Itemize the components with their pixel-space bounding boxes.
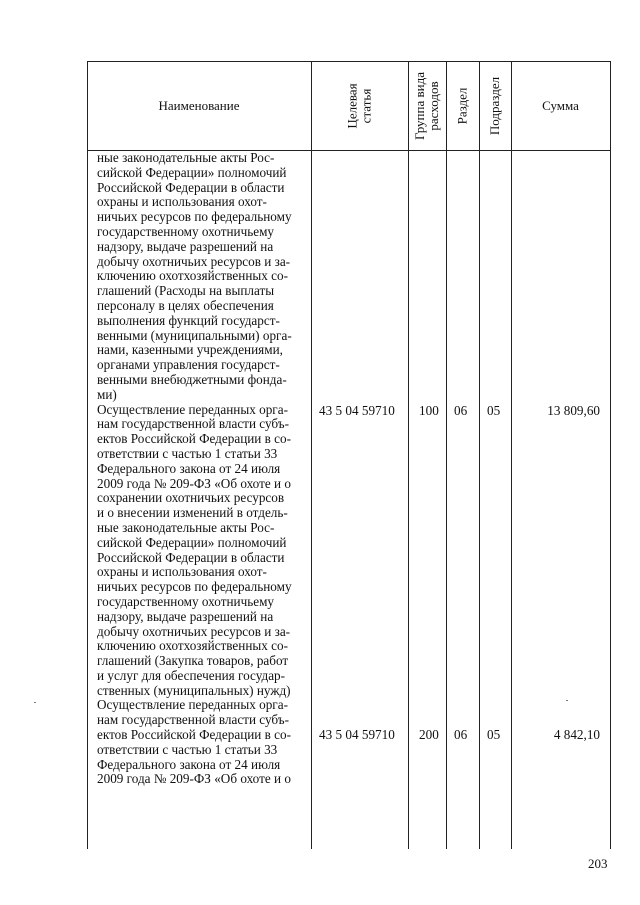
header-section-label: Раздел: [454, 87, 470, 124]
header-subsection-label: Подраздел: [487, 76, 503, 135]
scan-speck: [566, 700, 568, 701]
header-subsection: [479, 61, 511, 150]
row-2-subsection: 05: [487, 727, 501, 742]
column-border: [408, 61, 409, 849]
header-expense-group-label: Группа вида расходов: [412, 71, 442, 140]
row-2-section: 06: [454, 727, 468, 742]
header-section: [446, 61, 479, 150]
row-1-section: 06: [454, 403, 468, 418]
budget-table: [87, 61, 611, 849]
header-target-article: [311, 61, 408, 150]
header-expense-group: [408, 61, 446, 150]
column-border: [446, 61, 447, 849]
column-border: [610, 61, 611, 849]
row-description: ные законодательные акты Рос- сийской Федерации» полномочий Российской Федерации в области охраны и использования охот- ничьих ресурсов по федеральному государственному охотничьему надзору, выдаче разрешений на добычу охотничьих ресурсов и за- ключению охотхозяйственных со- глашений (Расходы на выплаты персоналу в целях обеспечения выполнения функций государст- венными (муниципальными) орга- нами, казенными учреждениями, органами управления государст- венными внебюджетными фонда- ми): [97, 150, 292, 402]
header-target-article-label: Целевая статья: [344, 82, 374, 129]
scan-speck: [34, 702, 36, 703]
column-border: [311, 61, 312, 849]
column-border: [479, 61, 480, 849]
row-1-subsection: 05: [487, 403, 501, 418]
page-number: 203: [588, 856, 608, 871]
name-column: [97, 151, 307, 787]
header-amount: Сумма: [542, 97, 579, 113]
row-1-target-article: 43 5 04 59710: [319, 403, 395, 418]
row-description: Осуществление переданных орга- нам государственной власти субъ- ектов Российской Федерации в со- ответствии с частью 1 статьи 33 Федерального закона от 24 июля 2009 года № 209-ФЗ «Об охоте и о сохранении охотничьих ресурсов и о внесении изменений в отдель- ные законодательные акты Рос- сийской Федерации» полномочий Российской Федерации в области охраны и использования охот- ничьих ресурсов по федеральному государственному охотничьему надзору, выдаче разрешений на добычу охотничьих ресурсов и за- ключению охотхозяйственных со- глашений (Закупка товаров, работ и услуг для обеспечения государ- ственных (муниципальных) нужд): [97, 401, 292, 698]
row-1-amount: 13 809,60: [547, 403, 600, 418]
header-name: Наименование: [158, 97, 240, 113]
row-description: Осуществление переданных орга- нам государственной власти субъ- ектов Российской Федерации в со- ответствии с частью 1 статьи 33 Федерального закона от 24 июля 2009 года № 209-ФЗ «Об охоте и о: [97, 697, 292, 787]
column-border: [511, 61, 512, 849]
row-2-expense-group: 200: [419, 727, 439, 742]
column-border: [87, 61, 88, 849]
row-2-amount: 4 842,10: [553, 727, 600, 742]
row-2-target-article: 43 5 04 59710: [319, 727, 395, 742]
row-1-expense-group: 100: [419, 403, 439, 418]
